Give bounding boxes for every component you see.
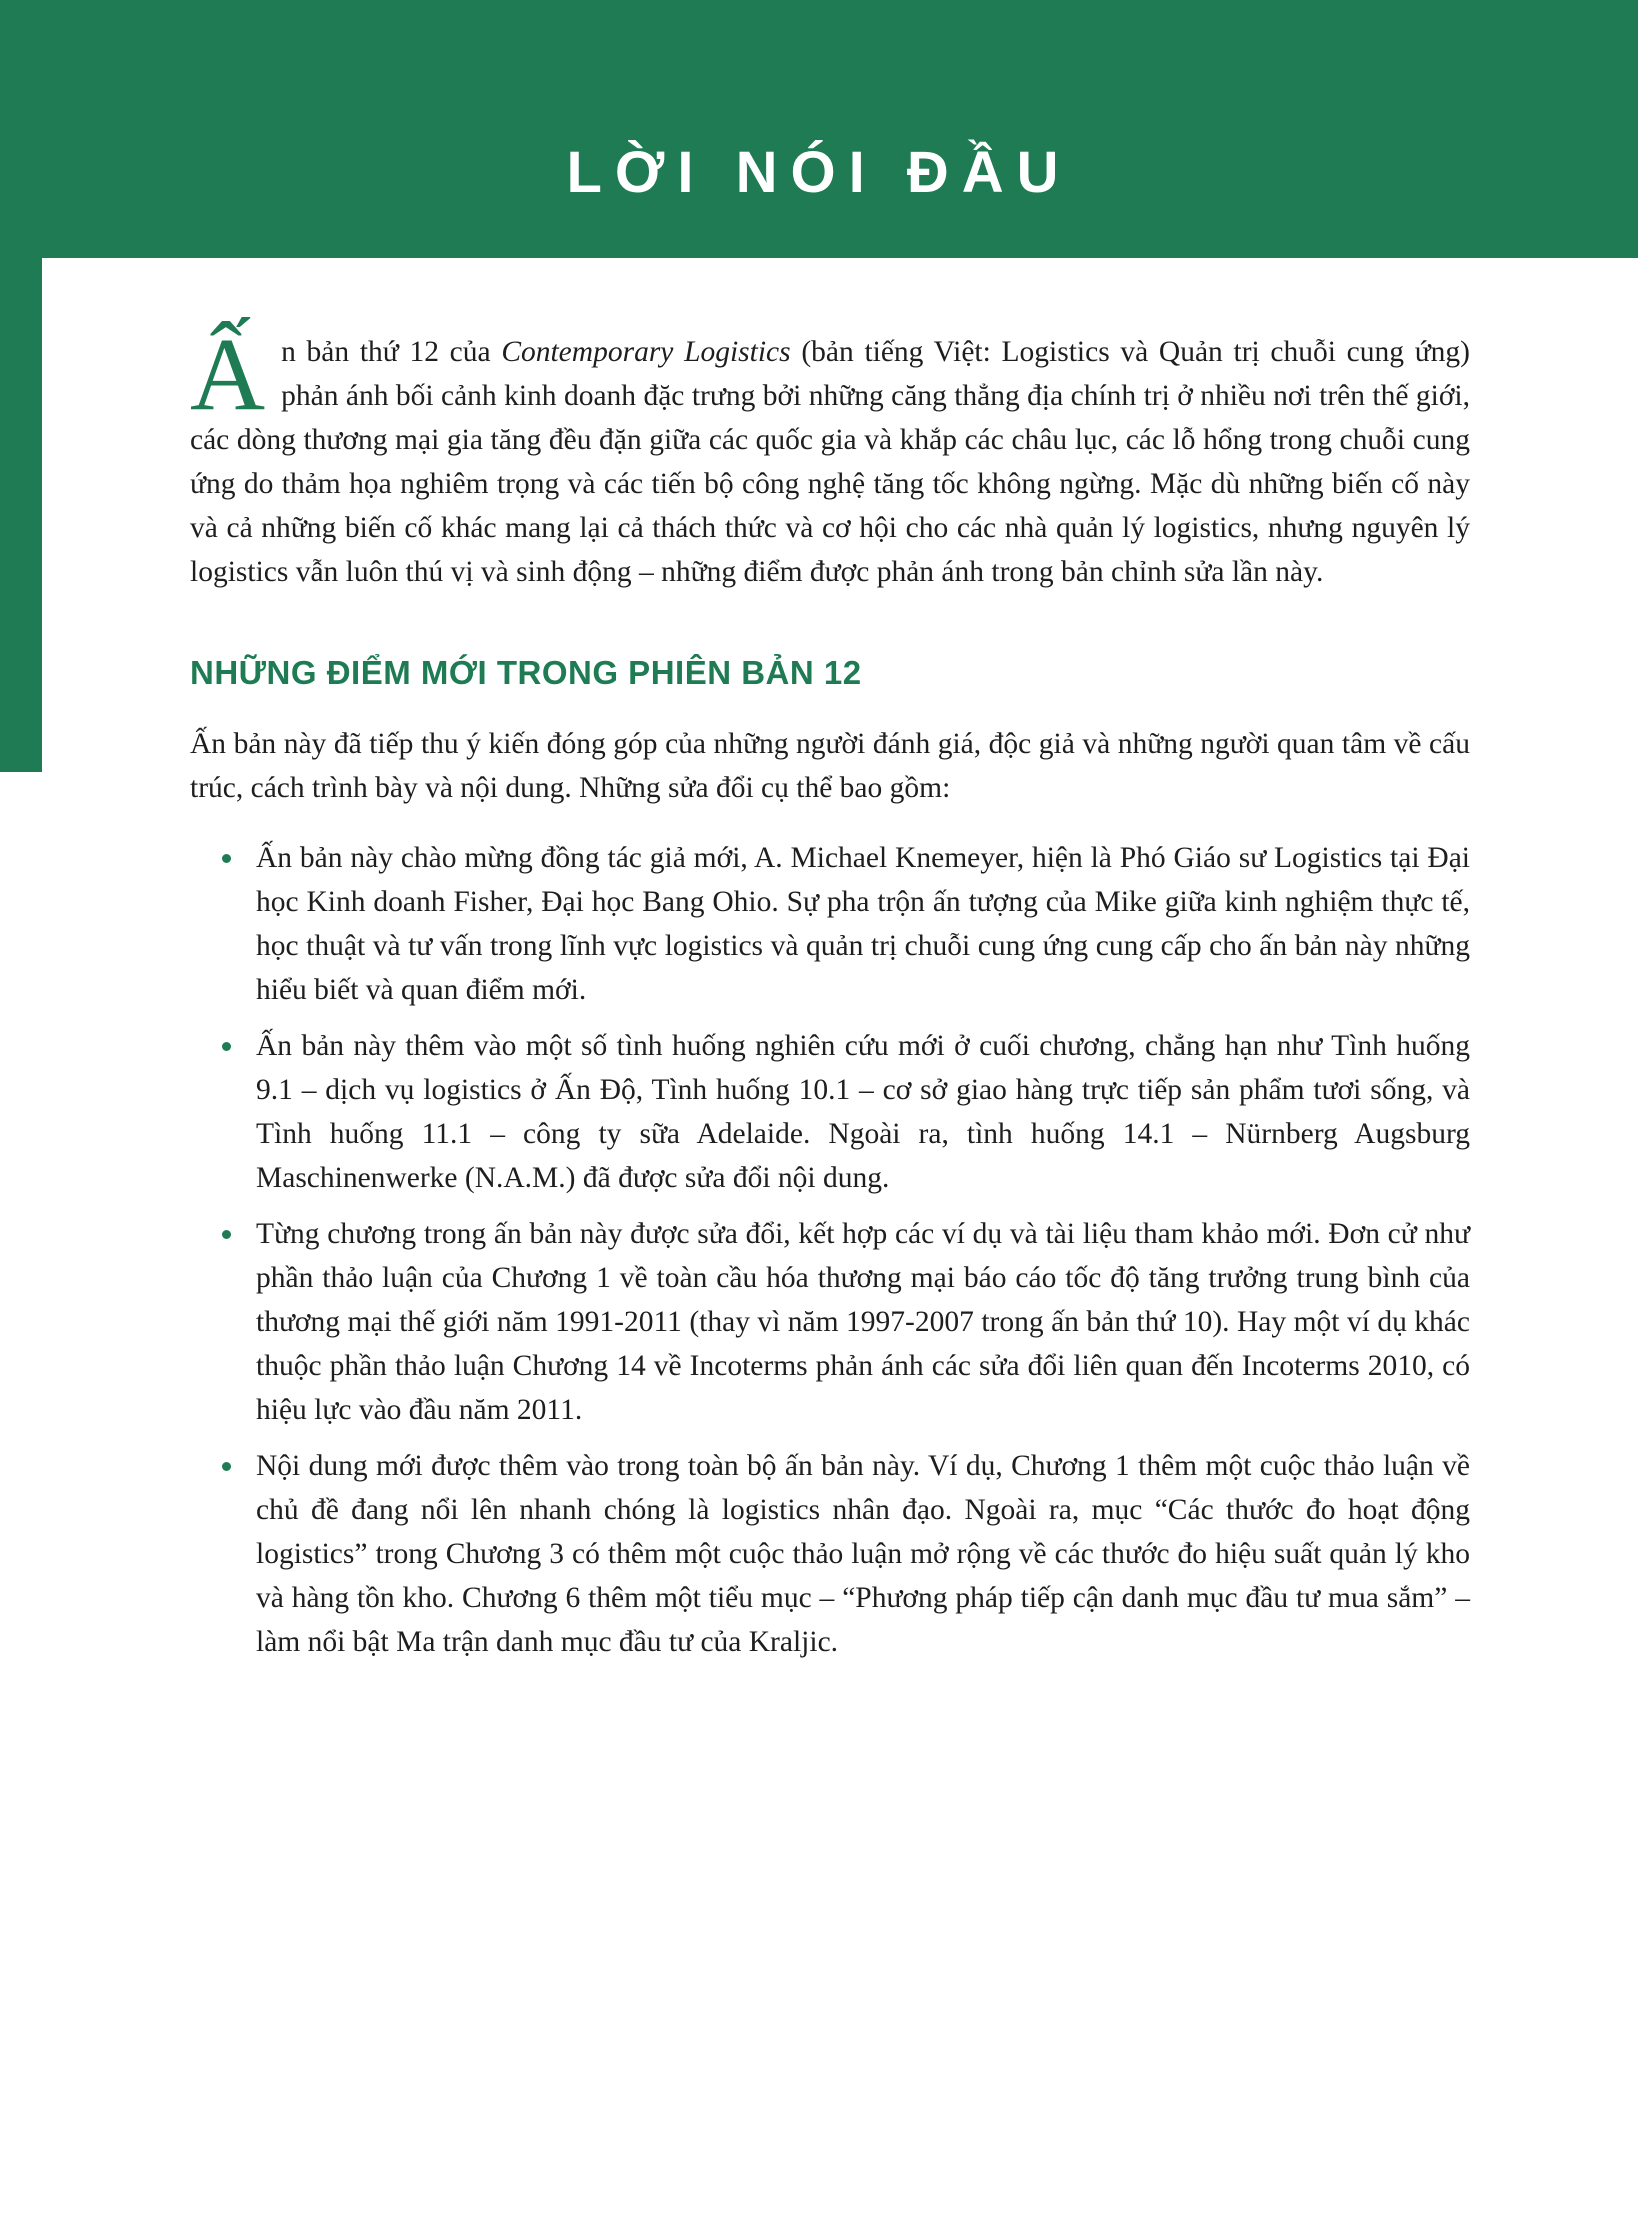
book-title-italic: Contemporary Logistics	[501, 336, 791, 368]
list-item	[190, 836, 1470, 1012]
list-item	[190, 1024, 1470, 1200]
bullet-text: Nội dung mới được thêm vào trong toàn bộ ấn bản này. Ví dụ, Chương 1 thêm một cuộc thảo luận về chủ đề đang nổi lên nhanh chóng là logistics nhân đạo. Ngoài ra, mục “Các thước đo hoạt động logistics” trong Chương 3 có thêm một cuộc thảo luận mở rộng về các thước đo hiệu suất quản lý kho và hàng tồn kho. Chương 6 thêm một tiểu mục – “Phương pháp tiếp cận danh mục đầu tư mua sắm” – làm nổi bật Ma trận danh mục đầu tư của Kraljic.	[256, 1450, 1470, 1658]
list-item	[190, 1444, 1470, 1664]
bullet-dot-icon	[222, 854, 231, 863]
bullet-dot-icon	[222, 1462, 231, 1471]
section-intro-paragraph: Ấn bản này đã tiếp thu ý kiến đóng góp của những người đánh giá, độc giả và những người quan tâm về cấu trúc, cách trình bày và nội dung. Những sửa đổi cụ thể bao gồm:	[190, 728, 1470, 804]
intro-paragraph	[190, 317, 1471, 594]
page-content	[190, 317, 1471, 1676]
bullet-dot-icon	[222, 1042, 231, 1051]
drop-cap: Ấ	[190, 317, 266, 432]
list-item	[190, 1212, 1470, 1432]
bullet-text: Ấn bản này chào mừng đồng tác giả mới, A. Michael Knemeyer, hiện là Phó Giáo sư Logistics tại Đại học Kinh doanh Fisher, Đại học Bang Ohio. Sự pha trộn ấn tượng của Mike giữa kinh nghiệm thực tế, học thuật và tư vấn trong lĩnh vực logistics và quản trị chuỗi cung ứng cung cấp cho ấn bản này những hiểu biết và quan điểm mới.	[256, 842, 1470, 1006]
intro-text-after: (bản tiếng Việt: Logistics và Quản trị chuỗi cung ứng) phản ánh bối cảnh kinh doanh đặc trưng bởi những căng thẳng địa chính trị ở nhiều nơi trên thế giới, các dòng thương mại gia tăng đều đặn giữa các quốc gia và khắp các châu lục, các lỗ hổng trong chuỗi cung ứng do thảm họa nghiêm trọng và các tiến bộ công nghệ tăng tốc không ngừng. Mặc dù những biến cố này và cả những biến cố khác mang lại cả thách thức và cơ hội cho các nhà quản lý logistics, nhưng nguyên lý logistics vẫn luôn thú vị và sinh động – những điểm được phản ánh trong bản chỉnh sửa lần này.	[190, 336, 1471, 588]
intro-text-before: n bản thứ 12 của	[281, 336, 502, 368]
bullet-text: Ấn bản này thêm vào một số tình huống nghiên cứu mới ở cuối chương, chẳng hạn như Tình huống 9.1 – dịch vụ logistics ở Ấn Độ, Tình huống 10.1 – cơ sở giao hàng trực tiếp sản phẩm tươi sống, và Tình huống 11.1 – công ty sữa Adelaide. Ngoài ra, tình huống 14.1 – Nürnberg Augsburg Maschinenwerke (N.A.M.) đã được sửa đổi nội dung.	[256, 1030, 1470, 1194]
section-heading: NHỮNG ĐIỂM MỚI TRONG PHIÊN BẢN 12	[190, 654, 862, 691]
bullet-text: Từng chương trong ấn bản này được sửa đổi, kết hợp các ví dụ và tài liệu tham khảo mới. Đơn cử như phần thảo luận của Chương 1 về toàn cầu hóa thương mại báo cáo tốc độ tăng trưởng trung bình của thương mại thế giới năm 1991-2011 (thay vì năm 1997-2007 trong ấn bản thứ 10). Hay một ví dụ khác thuộc phần thảo luận Chương 14 về Incoterms phản ánh các sửa đổi liên quan đến Incoterms 2010, có hiệu lực vào đầu năm 2011.	[256, 1218, 1470, 1426]
page-title: LỜI NÓI ĐẦU	[566, 140, 1072, 205]
bullet-dot-icon	[222, 1230, 231, 1239]
bullet-list	[190, 836, 1470, 1664]
header-band	[0, 0, 1638, 258]
